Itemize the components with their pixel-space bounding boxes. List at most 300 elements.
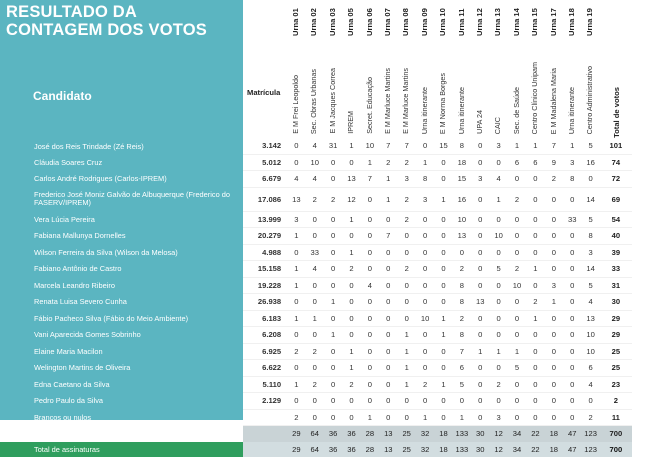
vote-cell: 0 [563,244,581,261]
vote-cell: 2 [545,171,563,188]
vote-cell: 0 [471,228,489,245]
vote-cell: 0 [545,393,563,410]
urna-number: Urna 14 [512,6,521,36]
vote-cell: 1 [434,187,452,211]
vote-cell: 28 [361,442,379,457]
vote-cell: 0 [526,409,544,426]
vote-cell: 0 [526,211,544,228]
vote-cell: 0 [306,294,324,311]
vote-cell: 2 [306,187,324,211]
vote-cell: 3 [489,409,507,426]
vote-cell: 18 [453,154,471,171]
vote-cell: 1 [416,154,434,171]
vote-cell: 12 [489,426,507,442]
vote-cell: 0 [434,261,452,278]
vote-cell: 5 [508,360,526,377]
vote-cell: 36 [342,442,360,457]
vote-cell: 16 [453,187,471,211]
vote-cell: 0 [545,228,563,245]
vote-cell: 13 [379,442,397,457]
vote-cell: 1 [379,171,397,188]
vote-cell: 0 [471,277,489,294]
vote-cell: 0 [416,393,434,410]
vote-cell: 5 [581,211,599,228]
total-cell: 69 [600,187,632,211]
vote-cell: 0 [397,409,415,426]
vote-cell: 1 [342,138,360,154]
vote-cell: 0 [545,327,563,344]
vote-cell: 0 [471,360,489,377]
urna-number: Urna 18 [567,6,576,36]
vote-cell: 0 [563,376,581,393]
vote-cell: 0 [545,376,563,393]
vote-cell: 0 [324,409,342,426]
vote-cell: 1 [526,261,544,278]
vote-cell: 0 [526,343,544,360]
vote-cell: 10 [581,343,599,360]
vote-cell: 32 [416,442,434,457]
vote-cell: 3 [563,154,581,171]
vote-cell: 0 [508,171,526,188]
candidate-name: Vani Aparecida Gomes Sobrinho [0,327,243,344]
vote-cell: 0 [397,393,415,410]
vote-cell: 0 [434,360,452,377]
vote-cell: 8 [581,228,599,245]
urna-column-header [563,0,581,138]
urna-number: Urna 15 [530,6,539,36]
vote-cell: 8 [453,138,471,154]
vote-cell: 13 [287,187,305,211]
vote-cell: 2 [453,310,471,327]
vote-cell: 4 [306,138,324,154]
vote-cell: 6 [526,154,544,171]
vote-cell: 0 [416,228,434,245]
vote-cell: 8 [416,171,434,188]
vote-cell: 0 [563,294,581,311]
urna-location: E M Marluce Martins [401,68,410,134]
vote-cell: 10 [489,228,507,245]
urna-number: Urna 08 [401,6,410,36]
matricula-cell: 5.110 [243,376,287,393]
vote-cell: 1 [324,327,342,344]
matricula-cell: 6.679 [243,171,287,188]
candidate-name: Brancos ou nulos [0,409,243,426]
vote-cell: 2 [324,187,342,211]
vote-cell: 7 [453,343,471,360]
vote-cell: 0 [324,310,342,327]
vote-cell: 0 [416,261,434,278]
vote-cell: 1 [471,343,489,360]
vote-cell: 14 [581,261,599,278]
urna-number: Urna 01 [291,6,300,36]
urna-location: Centro Clínico Unipam [530,62,539,134]
vote-cell: 0 [361,211,379,228]
candidate-name: Frederico José Moniz Galvão de Albuquerque (Frederico do FASERV/IPREM) [0,187,243,211]
vote-cell: 2 [397,211,415,228]
urna-column-header [416,0,434,138]
vote-cell: 0 [508,244,526,261]
vote-cell: 0 [434,244,452,261]
urna-number: Urna 05 [346,6,355,36]
vote-cell: 1 [434,310,452,327]
vote-cell: 0 [379,376,397,393]
vote-cell: 0 [508,211,526,228]
urna-column-header [305,0,323,138]
vote-cell: 133 [453,426,471,442]
vote-cell: 0 [471,211,489,228]
vote-cell: 0 [324,277,342,294]
vote-cell: 0 [361,343,379,360]
vote-cell: 16 [581,154,599,171]
vote-cell: 9 [545,154,563,171]
table-row [0,154,632,171]
vote-cell: 1 [545,294,563,311]
table-row [0,171,632,188]
urna-location: Urna itinerante [420,87,429,134]
total-cell: 700 [600,442,632,457]
vote-cell: 10 [306,154,324,171]
vote-cell: 34 [508,426,526,442]
vote-cell: 7 [545,138,563,154]
vote-cell: 8 [563,171,581,188]
vote-cell: 2 [526,294,544,311]
vote-cell: 0 [508,327,526,344]
vote-cell: 6 [581,360,599,377]
vote-cell: 28 [361,426,379,442]
vote-cell: 18 [545,442,563,457]
urna-column-header [489,0,507,138]
candidate-name: Renata Luisa Severo Cunha [0,294,243,311]
vote-cell: 0 [324,360,342,377]
vote-cell: 0 [471,138,489,154]
total-cell: 54 [600,211,632,228]
vote-cell: 0 [434,228,452,245]
vote-cell: 0 [416,360,434,377]
vote-cell: 10 [361,138,379,154]
vote-cell: 29 [287,426,305,442]
candidate-name: Total de assinaturas [0,442,243,457]
table-row [0,261,632,278]
vote-cell: 0 [361,294,379,311]
vote-cell: 10 [416,310,434,327]
vote-cell: 15 [434,138,452,154]
vote-cell: 0 [526,171,544,188]
total-cell: 25 [600,360,632,377]
matricula-header: Matrícula [247,88,280,97]
vote-cell: 0 [434,409,452,426]
candidate-name: Marcela Leandro Ribeiro [0,277,243,294]
vote-cell: 0 [434,277,452,294]
vote-cell: 0 [287,393,305,410]
vote-cell: 0 [434,393,452,410]
urna-number: Urna 02 [309,6,318,36]
candidate-name: José dos Reis Trindade (Zé Reis) [0,138,243,154]
vote-cell: 1 [434,376,452,393]
urna-number: Urna 10 [438,6,447,36]
vote-cell: 2 [287,343,305,360]
table-row [0,360,632,377]
vote-cell: 0 [471,409,489,426]
vote-cell: 12 [342,187,360,211]
vote-cell: 2 [306,376,324,393]
vote-cell: 2 [342,261,360,278]
matricula-cell [243,442,287,457]
vote-cell: 0 [416,294,434,311]
vote-cell: 1 [397,327,415,344]
vote-cell: 0 [563,343,581,360]
urna-location: E M Norma Borges [438,73,447,134]
vote-cell: 0 [563,187,581,211]
vote-cell: 5 [581,277,599,294]
vote-cell: 0 [471,261,489,278]
vote-cell: 0 [563,261,581,278]
vote-cell: 0 [306,360,324,377]
vote-cell: 0 [434,294,452,311]
vote-cell: 0 [416,244,434,261]
table-row [0,310,632,327]
candidate-name: Elaine Maria Macilon [0,343,243,360]
vote-cell: 7 [379,138,397,154]
vote-cell: 0 [361,187,379,211]
vote-cell: 0 [545,409,563,426]
total-cell: 23 [600,376,632,393]
candidate-name: Edna Caetano da Silva [0,376,243,393]
urna-column-header [342,0,360,138]
vote-cell: 0 [379,211,397,228]
vote-cell: 0 [434,343,452,360]
vote-cell: 0 [526,393,544,410]
urna-number: Urna 07 [383,6,392,36]
urna-location: IPREM [346,111,355,134]
table-row [0,244,632,261]
vote-cell: 0 [361,327,379,344]
vote-cell: 3 [471,171,489,188]
vote-cell: 0 [379,393,397,410]
vote-cell: 0 [489,244,507,261]
vote-cell: 4 [581,376,599,393]
vote-cell: 0 [508,228,526,245]
table-row [0,409,632,426]
vote-cell: 36 [324,442,342,457]
vote-cell: 2 [397,154,415,171]
vote-cell: 47 [563,442,581,457]
vote-cell: 0 [508,294,526,311]
candidate-header: Candidato [33,89,92,103]
vote-cell: 0 [342,409,360,426]
vote-cell: 0 [563,228,581,245]
vote-cell: 2 [397,187,415,211]
vote-cell: 1 [453,409,471,426]
candidate-name: Vera Lúcia Pereira [0,211,243,228]
matricula-cell: 20.279 [243,228,287,245]
vote-cell: 13 [379,426,397,442]
vote-cell: 0 [563,360,581,377]
vote-cell: 4 [489,171,507,188]
vote-cell: 0 [563,277,581,294]
urna-location: E M Jacques Correa [328,68,337,134]
table-row [0,211,632,228]
candidate-name: Pedro Paulo da Silva [0,393,243,410]
vote-cell: 2 [287,409,305,426]
vote-cell: 3 [545,277,563,294]
matricula-cell: 2.129 [243,393,287,410]
vote-cell: 1 [526,138,544,154]
vote-cell: 0 [471,154,489,171]
total-cell: 33 [600,261,632,278]
urna-column-header [581,0,599,138]
table-row [0,187,632,211]
vote-cell: 0 [324,376,342,393]
total-cell: 74 [600,154,632,171]
urna-number: Urna 13 [493,6,502,36]
vote-cell: 5 [581,138,599,154]
vote-cell: 0 [342,228,360,245]
vote-cell: 10 [453,211,471,228]
vote-cell: 0 [545,244,563,261]
vote-cell: 2 [508,187,526,211]
candidate-name: Fabiano Antônio de Castro [0,261,243,278]
urna-location: Sec. de Saúde [512,87,521,134]
vote-cell: 8 [453,327,471,344]
vote-cell: 34 [508,442,526,457]
vote-cell: 0 [306,327,324,344]
vote-cell: 64 [306,442,324,457]
candidate-name: Carlos André Rodrigues (Carlos-IPREM) [0,171,243,188]
vote-cell: 0 [324,343,342,360]
vote-cell: 0 [342,294,360,311]
urna-location: E M Marluce Martins [383,68,392,134]
vote-cell: 2 [508,261,526,278]
urna-number: Urna 19 [585,6,594,36]
matricula-cell: 19.228 [243,277,287,294]
table-row [0,376,632,393]
vote-cell: 0 [526,327,544,344]
urna-location: CAIC [493,117,502,134]
vote-cell: 15 [453,171,471,188]
vote-cell: 2 [306,343,324,360]
vote-cell: 33 [563,211,581,228]
vote-cell: 0 [287,154,305,171]
vote-cell: 1 [361,409,379,426]
matricula-cell: 6.208 [243,327,287,344]
vote-cell: 1 [342,360,360,377]
table-row [0,393,632,410]
vote-cell: 0 [545,343,563,360]
vote-cell: 0 [526,360,544,377]
candidate-name: Total de votos apurados [0,426,243,442]
vote-cell: 4 [581,294,599,311]
vote-cell: 18 [434,442,452,457]
vote-cell: 0 [526,277,544,294]
vote-cell: 8 [453,294,471,311]
vote-cell: 5 [489,261,507,278]
vote-cell: 0 [342,310,360,327]
vote-cell: 1 [324,294,342,311]
table-row [0,327,632,344]
vote-cell: 1 [397,360,415,377]
urna-number: Urna 03 [328,6,337,36]
vote-cell: 3 [489,138,507,154]
vote-cell: 7 [379,228,397,245]
vote-cell: 1 [342,343,360,360]
vote-cell: 133 [453,442,471,457]
urna-location: Urna itinerante [567,87,576,134]
urna-column-header [379,0,397,138]
vote-cell: 0 [324,393,342,410]
vote-cell: 0 [526,228,544,245]
vote-cell: 0 [545,211,563,228]
vote-cell: 0 [379,277,397,294]
vote-cell: 25 [397,442,415,457]
matricula-cell: 4.988 [243,244,287,261]
vote-cell: 0 [471,310,489,327]
total-cell: 30 [600,294,632,311]
urna-column-header [287,0,305,138]
urna-location: Sec. Obras Urbanas [309,69,318,134]
vote-cell: 2 [416,376,434,393]
vote-cell: 0 [563,310,581,327]
vote-cell: 0 [471,376,489,393]
vote-cell: 64 [306,426,324,442]
vote-cell: 0 [489,211,507,228]
vote-cell: 0 [324,171,342,188]
page-title: RESULTADO DA CONTAGEM DOS VOTOS [6,3,207,39]
total-cell: 700 [600,426,632,442]
vote-cell: 1 [306,310,324,327]
table-row [0,442,632,457]
vote-cell: 0 [379,310,397,327]
vote-cell: 0 [545,360,563,377]
vote-cell: 7 [397,138,415,154]
urna-column-header [361,0,379,138]
vote-cell: 13 [581,310,599,327]
matricula-cell [243,426,287,442]
vote-cell: 36 [324,426,342,442]
urna-location: UPA 24 [475,110,484,134]
table-row [0,294,632,311]
vote-cell: 32 [416,426,434,442]
vote-cell: 1 [397,343,415,360]
vote-cell: 0 [416,277,434,294]
vote-cell: 3 [581,244,599,261]
total-cell: 31 [600,277,632,294]
vote-cell: 13 [342,171,360,188]
vote-cell: 0 [379,294,397,311]
vote-cell: 2 [489,376,507,393]
vote-cell: 0 [397,244,415,261]
vote-cell: 22 [526,426,544,442]
matricula-cell: 17.086 [243,187,287,211]
vote-cell: 0 [361,376,379,393]
vote-cell: 0 [361,393,379,410]
vote-cell: 0 [508,409,526,426]
vote-cell: 1 [287,277,305,294]
vote-cell: 1 [287,376,305,393]
vote-cell: 3 [397,171,415,188]
vote-cell: 6 [453,360,471,377]
total-cell: 2 [600,393,632,410]
vote-cell: 0 [434,154,452,171]
vote-cell: 0 [287,294,305,311]
matricula-cell: 6.925 [243,343,287,360]
total-cell: 29 [600,310,632,327]
vote-cell: 31 [324,138,342,154]
vote-cell: 0 [324,211,342,228]
vote-cell: 29 [287,442,305,457]
vote-cell: 2 [453,261,471,278]
vote-cell: 1 [563,138,581,154]
vote-cell: 1 [342,211,360,228]
